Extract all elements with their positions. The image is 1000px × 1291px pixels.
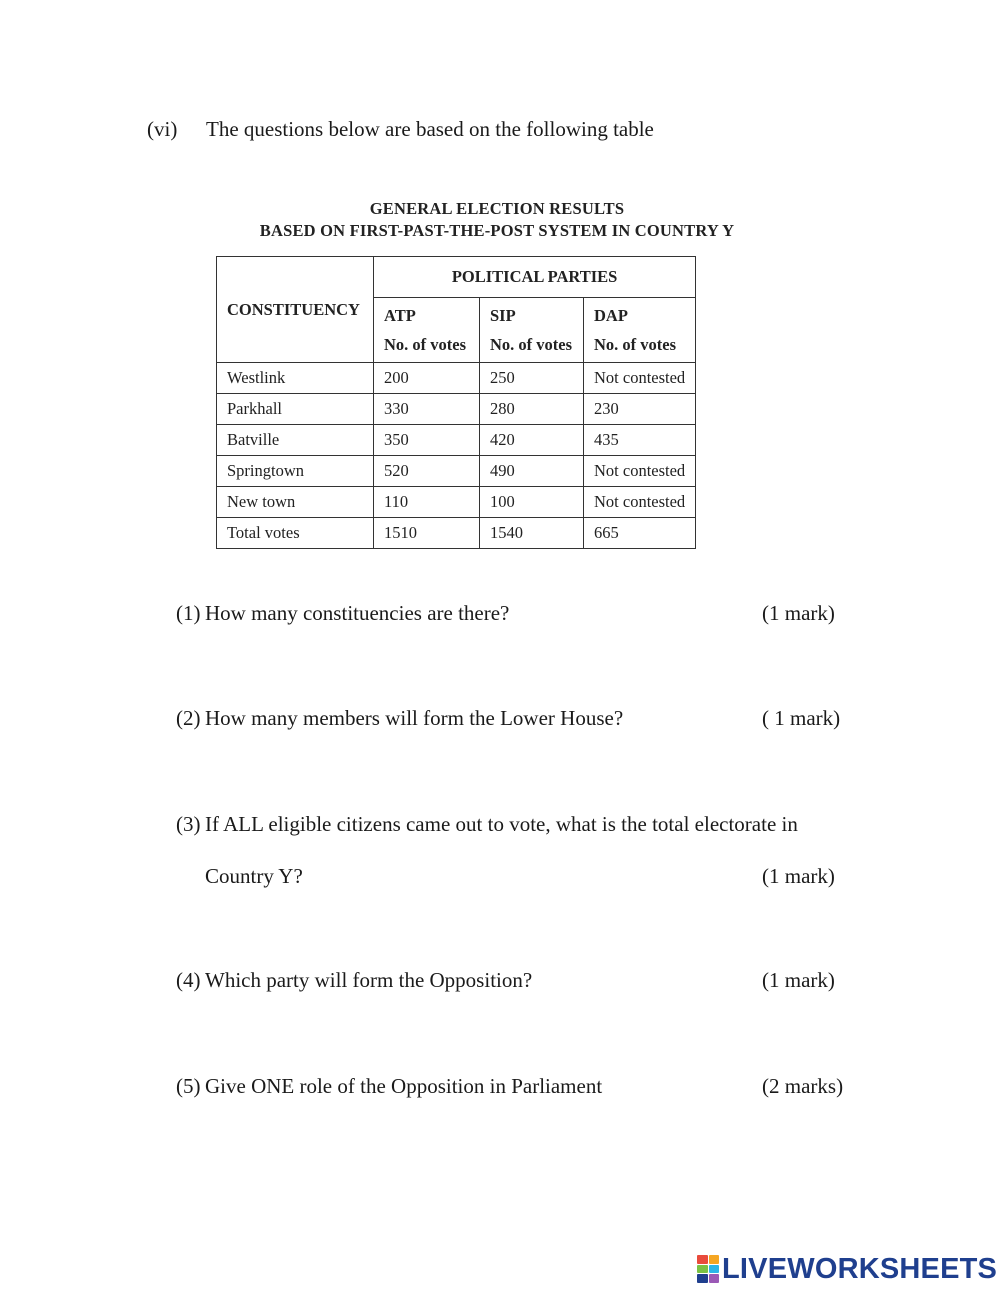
logo-icon-tile xyxy=(697,1265,708,1274)
total-votes-label: Total votes xyxy=(217,518,374,549)
table-row xyxy=(217,456,696,487)
question-marks: (1 mark) xyxy=(762,968,835,992)
sip-votes-cell: 280 xyxy=(480,394,584,425)
atp-votes-cell: 350 xyxy=(374,425,480,456)
sip-votes-cell: 100 xyxy=(480,487,584,518)
logo-text: LIVEWORKSHEETS xyxy=(722,1252,998,1285)
atp-votes-cell: 110 xyxy=(374,487,480,518)
table-row-total xyxy=(217,518,696,549)
atp-total-cell: 1510 xyxy=(374,518,480,549)
question-marks: ( 1 mark) xyxy=(762,706,841,730)
constituency-header: CONSTITUENCY xyxy=(217,257,374,363)
question-number: (3) xyxy=(176,812,201,836)
dap-votes-cell: 435 xyxy=(584,425,696,456)
question-marks: (1 mark) xyxy=(762,601,835,625)
logo-icon-tile xyxy=(709,1265,720,1274)
logo-icon-tile xyxy=(709,1274,720,1283)
constituency-cell: Parkhall xyxy=(217,394,374,425)
question-text: Which party will form the Opposition? xyxy=(205,968,533,992)
section-intro-text: The questions below are based on the following table xyxy=(206,117,654,141)
atp-votes-cell: 330 xyxy=(374,394,480,425)
question-number: (1) xyxy=(176,601,201,625)
question-text: How many members will form the Lower House? xyxy=(205,706,624,730)
party-header-dap xyxy=(584,298,696,363)
logo-icon-tile xyxy=(697,1274,708,1283)
party-name: ATP xyxy=(384,306,416,325)
election-results-table xyxy=(216,256,696,549)
table-row xyxy=(217,394,696,425)
party-name: DAP xyxy=(594,306,628,325)
logo-icon-tile xyxy=(697,1255,708,1264)
party-subheader: No. of votes xyxy=(384,335,467,354)
party-header-atp xyxy=(374,298,480,363)
dap-votes-cell: Not contested xyxy=(584,456,696,487)
question-text: How many constituencies are there? xyxy=(205,601,510,625)
atp-votes-cell: 520 xyxy=(374,456,480,487)
table-title: GENERAL ELECTION RESULTS xyxy=(369,199,625,218)
question-text: Give ONE role of the Opposition in Parliament xyxy=(205,1074,603,1098)
dap-votes-cell: 230 xyxy=(584,394,696,425)
table-row xyxy=(217,425,696,456)
sip-votes-cell: 490 xyxy=(480,456,584,487)
liveworksheets-logo xyxy=(697,1252,997,1286)
sip-total-cell: 1540 xyxy=(480,518,584,549)
table-row xyxy=(217,363,696,394)
question-number: (4) xyxy=(176,968,201,992)
party-header-sip xyxy=(480,298,584,363)
constituency-cell: Batville xyxy=(217,425,374,456)
table-subtitle: BASED ON FIRST-PAST-THE-POST SYSTEM IN COUNTRY Y xyxy=(259,221,735,240)
constituency-cell: Springtown xyxy=(217,456,374,487)
question-marks: (2 marks) xyxy=(762,1074,844,1098)
sip-votes-cell: 420 xyxy=(480,425,584,456)
political-parties-header: POLITICAL PARTIES xyxy=(374,257,696,298)
party-subheader: No. of votes xyxy=(594,335,677,354)
section-number: (vi) xyxy=(147,117,178,141)
question-number: (5) xyxy=(176,1074,201,1098)
party-subheader: No. of votes xyxy=(490,335,573,354)
question-marks: (1 mark) xyxy=(762,864,835,888)
party-name: SIP xyxy=(490,306,516,325)
dap-votes-cell: Not contested xyxy=(584,363,696,394)
constituency-cell: Westlink xyxy=(217,363,374,394)
dap-total-cell: 665 xyxy=(584,518,696,549)
question-text-continuation: Country Y? xyxy=(205,864,303,888)
logo-icon-tile xyxy=(709,1255,720,1264)
liveworksheets-icon xyxy=(697,1255,719,1283)
dap-votes-cell: Not contested xyxy=(584,487,696,518)
question-text: If ALL eligible citizens came out to vote, what is the total electorate in xyxy=(205,812,798,836)
question-number: (2) xyxy=(176,706,201,730)
table-row xyxy=(217,487,696,518)
sip-votes-cell: 250 xyxy=(480,363,584,394)
constituency-cell: New town xyxy=(217,487,374,518)
atp-votes-cell: 200 xyxy=(374,363,480,394)
